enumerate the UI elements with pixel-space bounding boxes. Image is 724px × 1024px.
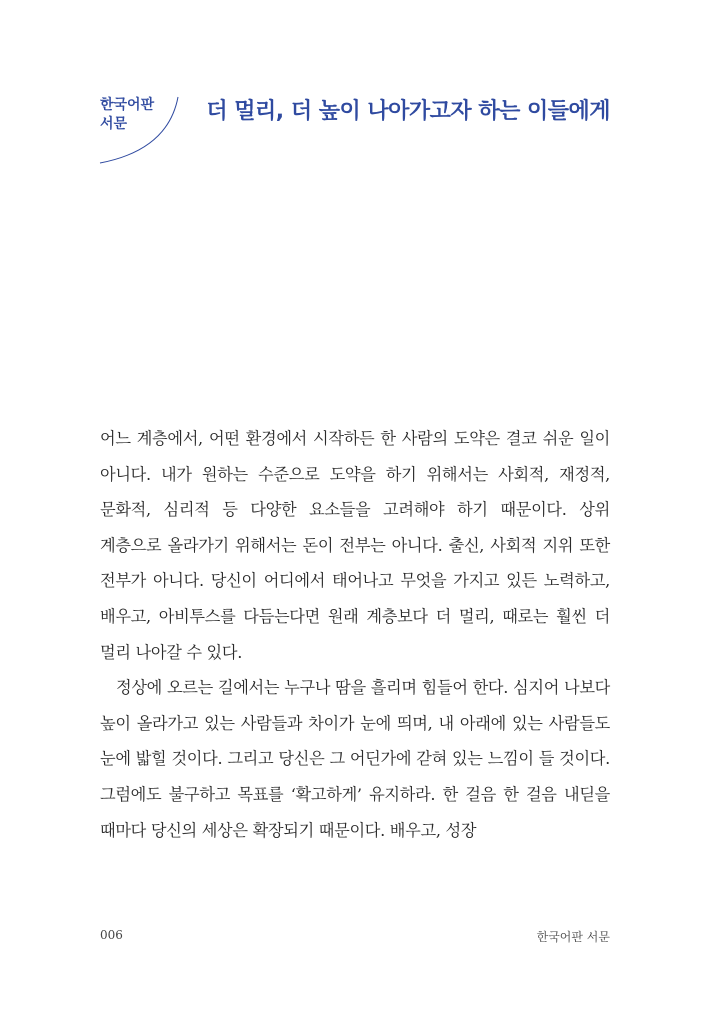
body-text xyxy=(100,421,610,848)
paragraph-1: 어느 계층에서, 어떤 환경에서 시작하든 한 사람의 도약은 결코 쉬운 일이 아니다. 내가 원하는 수준으로 도약을 하기 위해서는 사회적, 재정적, 문화적, 심리적 등 다양한 요소들을 고려해야 하기 때문이다. 상위 계층으로 올라가기 위해서는 돈이 전부는 아니다. 출신, 사회적 지위 또한 전부가 아니다. 당신이 어디에서 태어나고 무엇을 가지고 있든 노력하고, 배우고, 아비투스를 다듬는다면 원래 계층보다 더 멀리, 때로는 훨씬 더 멀리 나아갈 수 있다. xyxy=(100,429,610,662)
section-label-line1: 한국어판 xyxy=(100,97,155,113)
section-label xyxy=(100,96,154,134)
section-label-line2: 서문 xyxy=(100,116,128,132)
running-title: 한국어판 서문 xyxy=(536,930,610,944)
page-title: 더 멀리, 더 높이 나아가고자 하는 이들에게 xyxy=(206,99,610,124)
page-number: 006 xyxy=(100,928,123,942)
paragraph-2: 정상에 오르는 길에서는 누구나 땀을 흘리며 힘들어 한다. 심지어 나보다 높이 올라가고 있는 사람들과 차이가 눈에 띄며, 내 아래에 있는 사람들도 눈에 밟힐 것이다. 그리고 당신은 그 어딘가에 갇혀 있는 느낌이 들 것이다. 그럼에도 불구하고 목표를 ‘확고하게’ 유지하라. 한 걸음 한 걸음 내딛을 때마다 당신의 세상은 확장되기 때문이다. 배우고, 성장 xyxy=(100,678,610,840)
